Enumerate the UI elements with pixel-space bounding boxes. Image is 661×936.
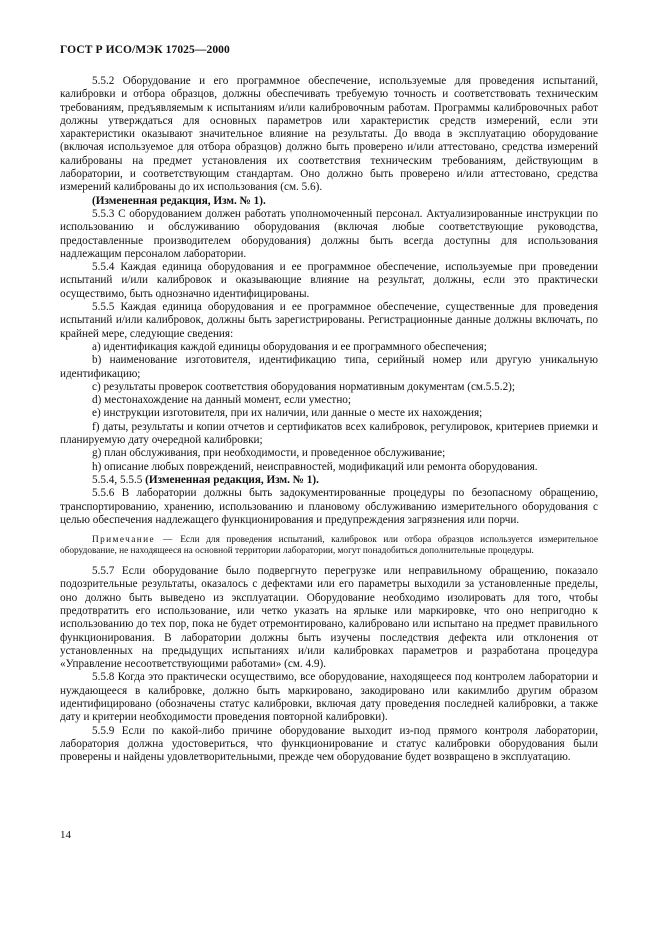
revision-note-2-text: (Измененная редакция, Изм. № 1). (145, 473, 319, 486)
document-header: ГОСТ Р ИСО/МЭК 17025—2000 (60, 44, 230, 56)
revision-note-2-refs: 5.5.4, 5.5.5 (92, 473, 143, 486)
paragraph-5-5-5: 5.5.5 Каждая единица оборудования и ее программное обеспечение, существенные для проведения испытаний и/или калибровок, должны быть зарегистрированы. Регистрационные данные должны включать, по крайней мере, следующие сведения: (60, 301, 598, 340)
paragraph-5-5-7: 5.5.7 Если оборудование было подвергнуто перегрузке или неправильному обращению, показало подозрительные результаты, оказалось с дефектами или его параметры выходили за установленные пределы, оно должно быть выведено из эксплуатации. Оборудование необходимо изолировать для того, чтобы предотвратить его использование, или четко указать на ярлыке или маркировке, что оно непригодно к использованию до тех пор, пока не будет отремонтировано, калибровано или испытано на предмет правильного функционирования. В лаборатории должны быть изучены последствия дефекта или отклонения от установленных на предыдущих испытаниях и/или калибровках параметров и разработана процедура «Управление несоответствующими работами» (см. 4.9). (60, 565, 598, 671)
note (60, 535, 598, 557)
list-item-h: h) описание любых повреждений, неисправностей, модификаций или ремонта оборудования. (92, 460, 538, 473)
revision-note: (Измененная редакция, Изм. № 1). (92, 194, 266, 207)
document-body (60, 75, 598, 765)
list-item-g: g) план обслуживания, при необходимости, и проведенное обслуживание; (92, 447, 446, 460)
note-label: Примечание — (92, 535, 174, 546)
paragraph-5-5-8: 5.5.8 Когда это практически осуществимо, все оборудование, находящееся под контролем лаборатории и нуждающееся в калибровке, должно быть маркировано, закодировано или какимлибо другим образом идентифицировано (обозначены статус калибровки, включая дату проведения последней калибровки, а также дату и критерии необходимости проведения повторной калибровки). (60, 671, 598, 724)
list-item-d: d) местонахождение на данный момент, если уместно; (92, 394, 352, 407)
list-item-f: f) даты, результаты и копии отчетов и сертификатов всех калибровок, регулировок, критериев приемки и планируемую дату очередной калибровки; (60, 420, 598, 447)
list-item-c: с) результаты проверок соответствия оборудования нормативным документам (см.5.5.2); (92, 380, 516, 393)
paragraph-5-5-9: 5.5.9 Если по какой-либо причине оборудование выходит из-под прямого контроля лаборатории, лаборатория должна удостовериться, что функционирование и статус калибровки оборудования были проверены и найдены удовлетворительными, прежде чем оборудование будет возвращено в эксплуатацию. (60, 724, 598, 764)
list-item-b: b) наименование изготовителя, идентификацию типа, серийный номер или другую уникальную идентификацию; (60, 354, 598, 380)
paragraph-5-5-3: 5.5.3 С оборудованием должен работать уполномоченный персонал. Актуализированные инструкции по использованию и обслуживанию оборудования (включая любые соответствующие руководства, предоставленные производителем оборудования) должны быть всегда доступны для использования надлежащим персоналом лаборатории. (60, 207, 598, 260)
note-text: Если для проведения испытаний, калибровок или отбора образцов используется измерительное оборудование, не находящееся на основной территории лаборатории, могут понадобиться дополнительные процедуры. (60, 535, 599, 557)
page-number: 14 (60, 829, 71, 841)
paragraph-5-5-4: 5.5.4 Каждая единица оборудования и ее программное обеспечение, используемые при проведении испытаний и/или калибровок и оказывающие влияние на результат, должны, если это практически осуществимо, быть однозначно идентифицированы. (60, 261, 598, 300)
paragraph-5-5-2: 5.5.2 Оборудование и его программное обеспечение, используемые для проведения испытаний, калибровки и отбора образцов, должны обеспечивать требуемую точность и соответствовать техническим требованиям, предъявляемым к испытаниям и/или калибровочным работам. Программы калибровочных работ должны утверждаться для основных параметров или характеристик средств измерений, если эти характеристики оказывают значительное влияние на результаты. До ввода в эксплуатацию оборудование (включая используемое для отбора образцов) должно быть проверено и/или аттестовано, средства измерений калиброваны на предмет установления их соответствия техническим требованиям, действующим в лаборатории, и соответствующим стандартам. Оно должно быть проверено и/или аттестовано, средства измерений калиброваны до их использования (см. 5.6). (60, 75, 598, 194)
paragraph-5-5-6: 5.5.6 В лаборатории должны быть задокументированные процедуры по безопасному обращению, транспортированию, хранению, использованию и плановому обслуживанию измерительного оборудования с целью обеспечения надлежащего функционирования и предупреждения загрязнения или порчи. (60, 487, 598, 526)
list-item-a: а) идентификация каждой единицы оборудования и ее программного обеспечения; (92, 340, 487, 353)
revision-note-2 (60, 474, 598, 487)
list-item-e: е) инструкции изготовителя, при их наличии, или данные о месте их нахождения; (92, 407, 483, 420)
